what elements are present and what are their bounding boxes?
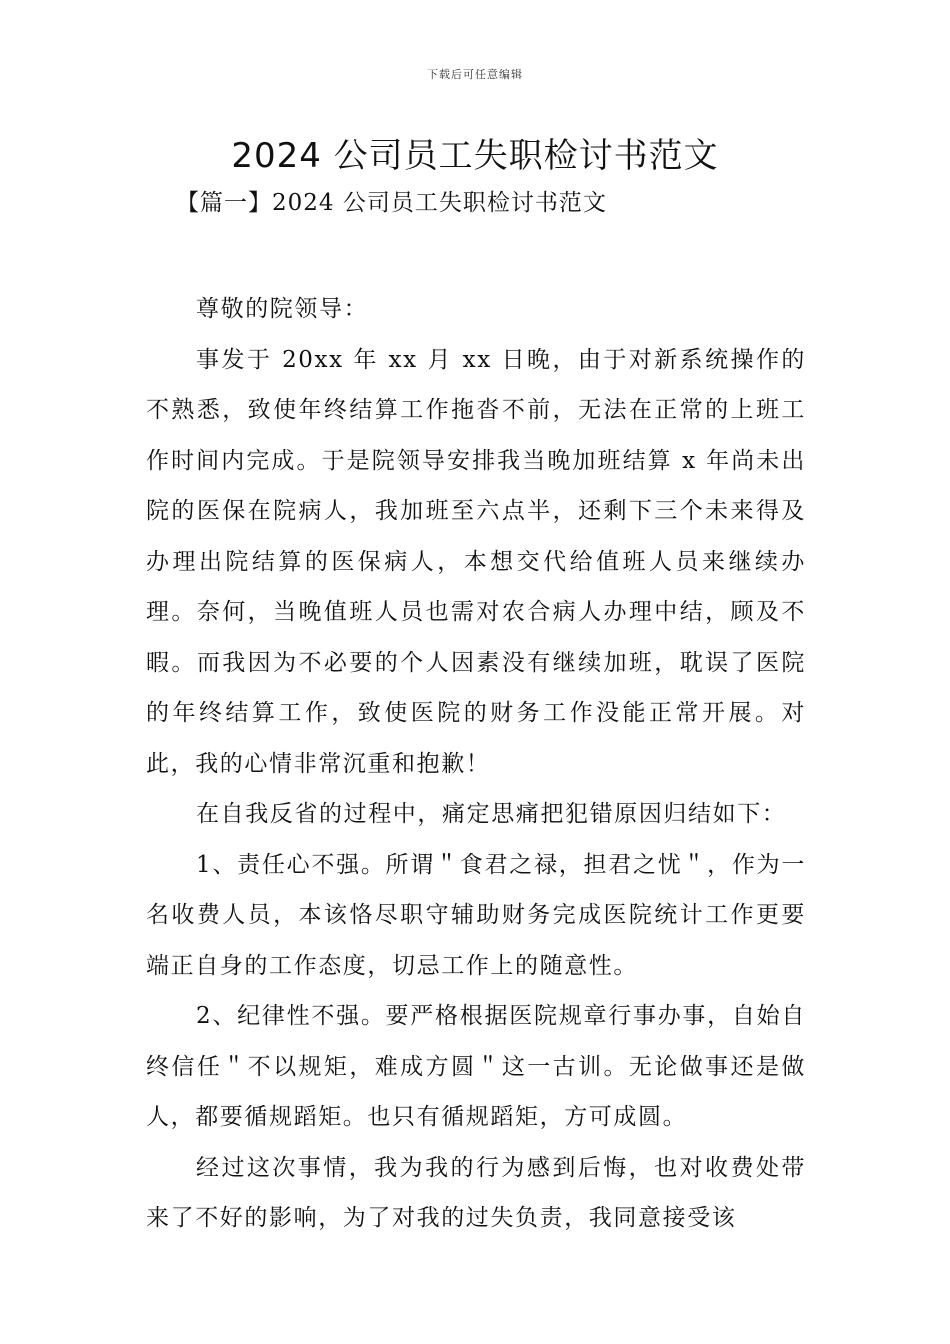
section-subtitle: 【篇一】2024 公司员工失职检讨书范文 — [176, 190, 607, 216]
paragraph-conclusion: 经过这次事情，我为我的行为感到后悔，也对收费处带来了不好的影响，为了对我的过失负责，我同意接受该 — [146, 1154, 806, 1231]
paragraph-reason-1: 1、责任心不强。所谓＂食君之禄，担君之忧＂，作为一名收费人员，本该恪尽职守辅助财务完成医院统计工作更要端正自身的工作态度，切忌工作上的随意性。 — [146, 851, 806, 979]
paragraph-reason-2: 2、纪律性不强。要严格根据医院规章行事办事，自始自终信任＂不以规矩，难成方圆＂这一古训。无论做事还是做人，都要循规蹈矩。也只有循规蹈矩，方可成圆。 — [146, 1003, 806, 1130]
paragraph-reflection-intro: 在自我反省的过程中，痛定思痛把犯错原因归结如下： — [196, 801, 787, 827]
document-title: 2024 公司员工失职检讨书范文 — [231, 136, 719, 176]
document-body — [146, 284, 806, 1244]
salutation: 尊敬的院领导： — [196, 296, 369, 322]
header-note: 下载后可任意编辑 — [427, 68, 523, 81]
paragraph-incident: 事发于 20xx 年 xx 月 xx 日晚，由于对新系统操作的不熟悉，致使年终结算工作拖沓不前，无法在正常的上班工作时间内完成。于是院领导安排我当晚加班结算 x 年尚未出院的医保在院病人，我加班至六点半，还剩下三个未来得及办理出院结算的医保病人，本想交代给值班人员来继续办理。奈何，当晚值班人员也需对农合病人办理中结，顾及不暇。而我因为不必要的个人因素没有继续加班，耽误了医院的年终结算工作，致使医院的财务工作没能正常开展。对此，我的心情非常沉重和抱歉！ — [146, 346, 806, 777]
